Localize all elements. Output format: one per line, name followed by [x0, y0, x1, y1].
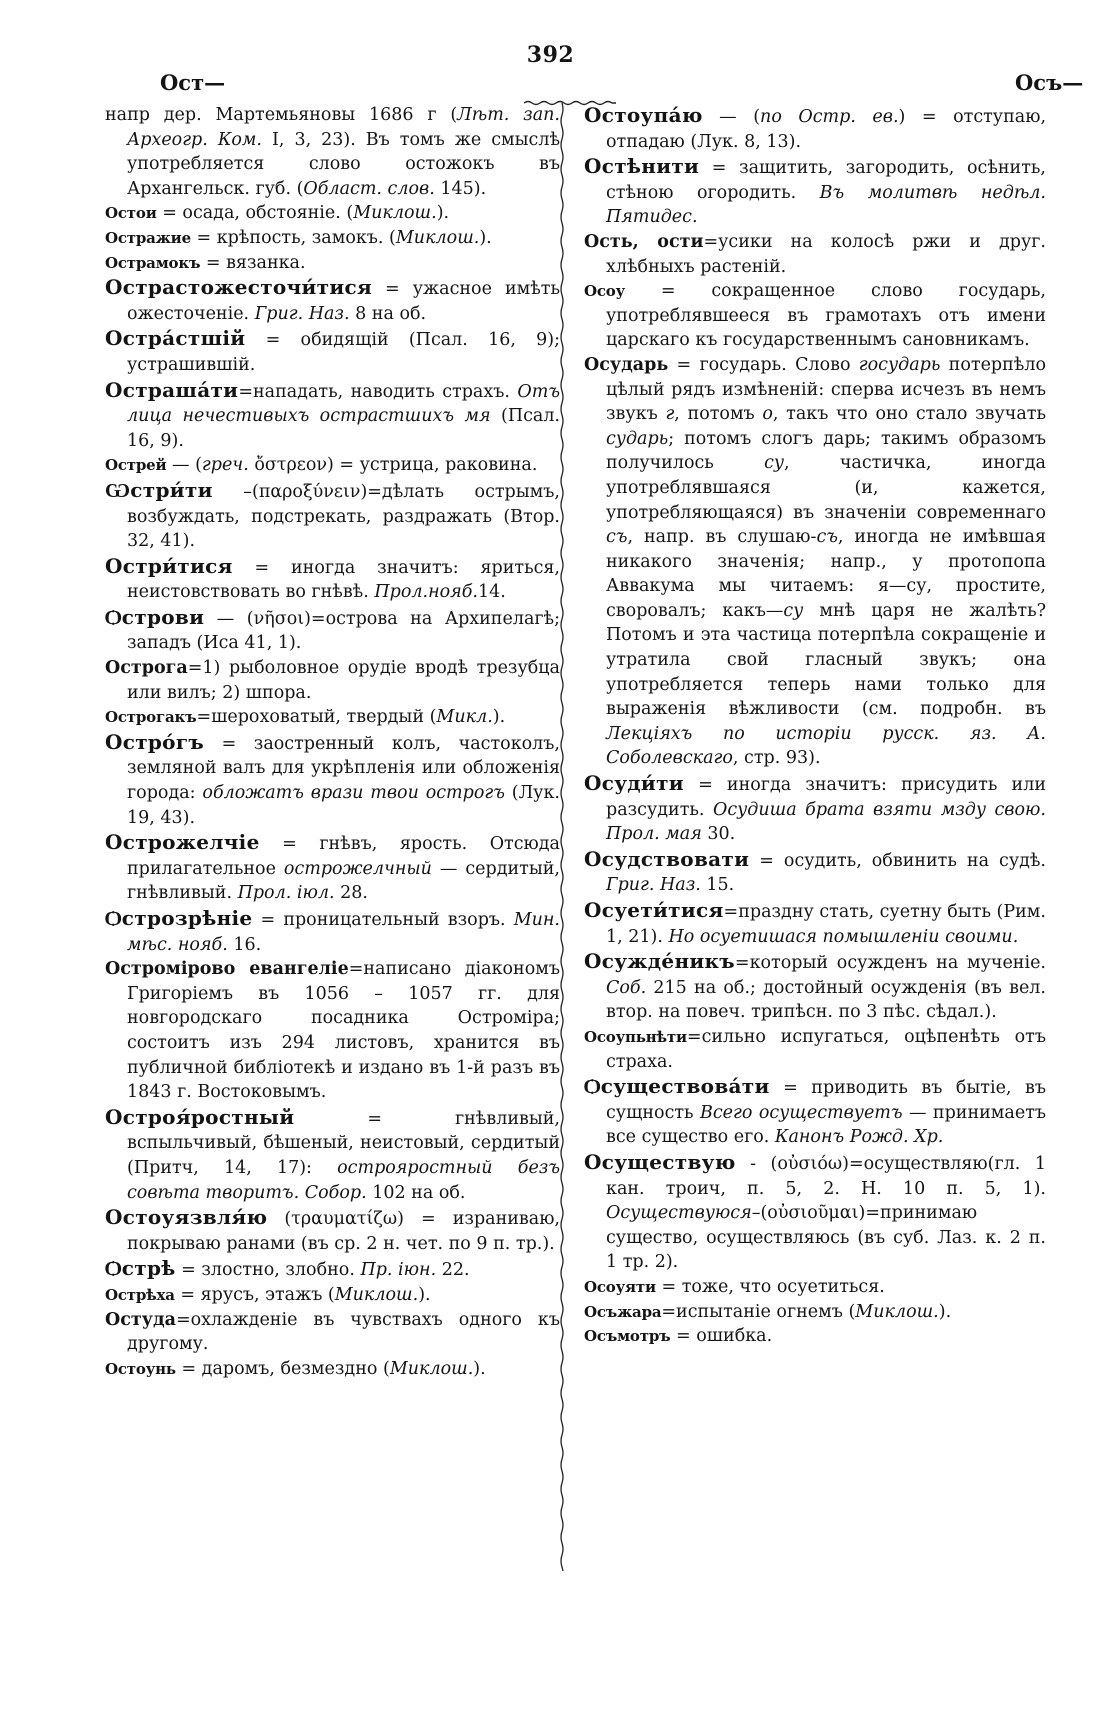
entry-citation-italic: сударь	[606, 428, 669, 449]
dictionary-entry	[105, 478, 560, 554]
entry-citation-italic: Осуществуюся	[606, 1203, 752, 1224]
running-head-right: Осъ—	[1015, 70, 1084, 95]
entry-headword: Острей	[105, 456, 167, 475]
entry-definition-text: =сильно испугаться, оцѣпенѣть отъ страха.	[606, 1026, 1046, 1072]
dictionary-entry	[584, 1324, 1046, 1349]
entry-definition-text: ).	[436, 203, 450, 224]
entry-definition-text: (Псал. 16, 9).	[127, 406, 560, 451]
entry-citation-italic: су	[783, 600, 804, 621]
entry-citation-italic: Отъ лица нечестивыхъ острастшихъ мя	[127, 381, 560, 427]
entry-citation-italic: Но осуетишася помышленіи своими.	[668, 926, 1019, 947]
dictionary-entry	[105, 1256, 560, 1283]
entry-definition-text: = ошибка.	[670, 1326, 773, 1347]
entry-definition-text: = ужасное имѣть ожесточеніе.	[127, 279, 560, 324]
entry-definition-text: = вязанка.	[200, 252, 306, 273]
entry-headword: Остражие	[105, 228, 191, 247]
entry-definition-text: (τραυματίζω) = изранивaю, покрываю ранами (въ ср. 2 н. чет. по 9 п. тр.).	[127, 1209, 560, 1254]
entry-definition-text: ; потомъ слогъ дарь; такимъ образомъ получилось	[606, 428, 1046, 474]
dictionary-entry	[105, 226, 560, 251]
entry-definition-text: 145).	[434, 178, 487, 199]
dictionary-entry	[105, 201, 560, 226]
entry-headword: Осоупьнѣти	[584, 1027, 687, 1046]
dictionary-entry	[584, 1300, 1046, 1325]
entry-definition-text: =нападать, наводить страхъ.	[238, 381, 518, 402]
dictionary-entry	[584, 103, 1046, 154]
entry-definition-text: — (	[702, 107, 761, 127]
dictionary-entry	[105, 453, 560, 478]
entry-definition-text: - (οὐσιόω)=осуществляю(гл. 1 кан. троич, п. 5, 2. Н. 10 п. 5, 1).	[606, 1153, 1046, 1199]
entry-definition-text: ) = отступаю, отпадаю (Лук. 8, 13).	[606, 107, 1047, 152]
entry-citation-italic: съ	[816, 527, 838, 548]
entry-headword: Остуда	[105, 1309, 176, 1330]
entry-citation-italic: острожелчный	[283, 858, 432, 879]
entry-headword: Остромірово евангеліе	[105, 959, 349, 980]
dictionary-entry	[105, 275, 560, 326]
entry-definition-text: (Лук. 19, 43).	[127, 783, 560, 828]
entry-definition-text: мнѣ царя не жалѣть? Потомъ и эта частица потерпѣла сокращеніе и утратила свой гласный звукъ; она употребляется теперь нами только для выраженія вѣжливости (см. подробн. въ	[606, 600, 1046, 720]
entry-citation-italic: Миклош.	[334, 1284, 419, 1305]
entry-citation-italic: о	[762, 404, 773, 425]
entry-citation-italic: Миклош.	[395, 227, 480, 248]
entry-headword: Остроя́ростный	[105, 1104, 295, 1129]
entry-headword: Осуди́ти	[584, 771, 684, 796]
entry-definition-text: ).	[418, 1284, 431, 1305]
entry-definition-text: ).	[473, 1358, 486, 1379]
entry-citation-italic: Лѣт. зап. Археогр. Ком.	[127, 105, 560, 150]
entry-definition-text: = заостренный колъ, частоколъ, земляной валъ для укрѣпленія или обложенія города:	[127, 733, 560, 804]
entry-headword: Острамокъ	[105, 253, 201, 272]
entry-definition-text: 215 на об.; достойный осужденія (въ вел. втор. на повеч. трипѣсн. по 3 пѣс. сѣдал.).	[606, 977, 1046, 1023]
dictionary-entry	[105, 554, 560, 605]
entry-citation-italic: Григ. Наз.	[254, 303, 350, 324]
entry-definition-text: = обидящій (Псал. 16, 9); устрашившій.	[127, 330, 560, 375]
entry-citation-italic: Микл.	[436, 707, 493, 728]
entry-definition-text: = сокращенное слово государь, употреблявшееся въ грамотахъ отъ имени царскаго къ государственнымъ сановникамъ.	[606, 281, 1046, 351]
dictionary-entry	[105, 326, 560, 377]
page-number: 392	[526, 42, 575, 68]
entry-headword: Осуети́тися	[584, 898, 724, 922]
left-column	[105, 103, 560, 1381]
entry-definition-text: ).	[938, 1301, 952, 1322]
entry-citation-italic: государь	[858, 354, 941, 375]
entry-definition-text: 16.	[227, 934, 262, 955]
entry-headword: Осъмотръ	[584, 1327, 671, 1346]
entry-definition-text: 22.	[436, 1260, 470, 1281]
dictionary-entry	[584, 154, 1046, 230]
entry-citation-italic: греч.	[201, 455, 249, 476]
entry-definition-text: = иногда значитъ: яриться, неистовствовать во гнѣвѣ.	[127, 557, 560, 603]
entry-definition-text: = защитить, загородить, осѣнить, стѣною огородить.	[606, 158, 1046, 203]
entry-definition-text: =который осужденъ на мученіе.	[734, 953, 1046, 974]
entry-definition-text: ).	[479, 227, 492, 248]
entry-definition-text: — (	[166, 455, 202, 476]
entry-definition-text: , иногда не имѣвшая никакого значенія; напр., у протопопа Аввакума мы читаемъ: я—су, простите, своровалъ; какъ—	[606, 527, 1046, 621]
dictionary-entry	[105, 103, 560, 201]
dictionary-entry	[584, 1025, 1046, 1074]
dictionary-entry	[105, 605, 560, 656]
entry-definition-text: ).	[492, 707, 506, 728]
entry-definition-text: =праздну стать, суетну быть (Рим. 1, 21).	[606, 902, 1046, 947]
divider-line	[561, 103, 563, 1571]
entry-headword: Острашáти	[105, 377, 239, 402]
dictionary-entry	[105, 730, 560, 830]
entry-citation-italic: съ	[606, 527, 628, 548]
entry-definition-text: –(παροξύνειν)=дѣлать острымъ, возбуждать, подстрекать, раздражать (Втор. 32, 41).	[127, 481, 560, 552]
entry-definition-text: , потомъ	[674, 404, 763, 425]
entry-citation-italic: по Остр. ев.	[760, 107, 899, 127]
dictionary-entry	[105, 378, 560, 454]
entry-citation-italic: Въ молитвѣ недѣл. Пятидес.	[606, 182, 1046, 228]
entry-definition-text: =1) рыболовное орудіе вродѣ трезубца или вилъ; 2) шпора.	[127, 658, 560, 703]
entry-definition-text: напр дер. Мартемьяновы 1686 г (	[105, 105, 458, 125]
entry-definition-text: =усики на колосѣ ржи и друг. хлѣбныхъ растеній.	[606, 231, 1046, 277]
dictionary-entry	[584, 1150, 1046, 1275]
entry-headword: Осудствовати	[584, 846, 750, 871]
entry-citation-italic: Пр. іюн.	[360, 1260, 437, 1281]
dictionary-entry	[105, 957, 560, 1105]
entry-definition-text: = государь. Слово	[668, 354, 859, 375]
dictionary-entry	[584, 847, 1046, 898]
dictionary-entry	[584, 898, 1046, 949]
entry-citation-italic: Всего осуществуетъ	[700, 1102, 903, 1123]
entry-definition-text: 14.	[477, 582, 506, 603]
entry-headword: Осужде́никъ	[584, 949, 735, 974]
entry-definition-text: =охлажденіе въ чувствахъ одного къ другому.	[127, 1309, 560, 1355]
entry-citation-italic: Миклош.	[353, 203, 437, 224]
entry-definition-text: 15.	[700, 875, 735, 896]
entry-definition-text: = осудить, обвинить на судѣ.	[749, 850, 1046, 871]
entry-definition-text: 28.	[334, 883, 368, 904]
entry-definition-text: = гнѣвливый, вспыльчивый, бѣшеный, неистовый, сердитый (Притч, 14, 17):	[127, 1108, 560, 1178]
entry-definition-text: =шероховатый, твердый (	[196, 707, 437, 728]
entry-definition-text: , напр. въ слушаю-	[627, 527, 817, 548]
dictionary-entry	[105, 830, 560, 906]
entry-definition-text: = проницательный взоръ.	[252, 910, 514, 930]
column-divider-wavy	[558, 103, 566, 1571]
entry-headword: Остра́стшій	[105, 326, 246, 351]
entry-citation-italic: Соб.	[606, 977, 647, 998]
entry-definition-text: = осада, обстояніе. (	[156, 203, 354, 224]
entry-definition-text: = тоже, что осуетиться.	[655, 1276, 885, 1297]
entry-definition-text: I, 3, 23). Въ томъ же смыслѣ употребляется слово остожокъ въ Архангельск. губ. (	[127, 129, 561, 199]
entry-definition-text: 30.	[701, 824, 736, 845]
entry-headword: Осуществую	[584, 1149, 736, 1174]
entry-citation-italic: Прол.нояб.	[374, 582, 478, 603]
entry-citation-italic: Област. слов.	[303, 178, 435, 199]
entry-headword: Остѣнити	[584, 154, 700, 179]
entry-headword: Острога	[105, 658, 188, 679]
dictionary-entry	[584, 1074, 1046, 1150]
dictionary-entry	[105, 1357, 560, 1382]
entry-headword: Остоуязвля́ю	[105, 1205, 268, 1230]
entry-headword: Острожелчіе	[105, 830, 260, 855]
entry-headword: Ѻстрѣ	[105, 1256, 176, 1281]
entry-headword: Осоуяти	[584, 1277, 656, 1296]
dictionary-entry	[105, 1308, 560, 1357]
dictionary-entry	[105, 1283, 560, 1308]
entry-headword: Остри́тися	[105, 553, 233, 578]
entry-citation-italic: Канонъ Рожд. Хр.	[774, 1127, 944, 1148]
dictionary-entry	[584, 230, 1046, 279]
entry-definition-text: = приводить въ бытіе, въ сущность	[606, 1078, 1046, 1123]
entry-definition-text: — (νῆσοι)=острова на Архипелагѣ; западъ (Иса 41, 1).	[127, 608, 560, 654]
entry-definition-text: , стр. 93).	[732, 748, 821, 769]
dictionary-entry	[105, 1205, 560, 1256]
entry-headword: Ѻстрови	[105, 604, 205, 629]
entry-definition-text: = гнѣвъ, ярость. Отсюда прилагательное	[127, 834, 560, 879]
entry-definition-text: потерпѣло цѣлый рядъ измѣненій: сперва исчезъ въ немъ звукъ	[606, 354, 1046, 425]
entry-citation-italic: су	[764, 453, 785, 474]
entry-citation-italic: Григ. Наз.	[606, 875, 701, 896]
entry-headword: Ѻстрозрѣніе	[105, 906, 253, 930]
entry-citation-italic: Мин. мѣс. нояб.	[127, 910, 560, 955]
entry-definition-text: –(οὐσιοῦμαι)=принимаю существо, осуществляюсь (въ суб. Лаз. к. 2 п. 1 тр. 2).	[606, 1203, 1046, 1273]
dictionary-entry	[584, 771, 1046, 847]
dictionary-entry	[105, 1105, 560, 1205]
dictionary-entry	[584, 353, 1046, 771]
entry-headword: Остраcтожесточи́тися	[105, 275, 373, 300]
entry-headword: Острѣха	[105, 1285, 175, 1304]
entry-citation-italic: обложатъ врази твои острогъ	[202, 783, 505, 804]
entry-citation-italic: острояростный безъ совѣта творитъ. Собор.	[127, 1157, 561, 1203]
dictionary-entry	[105, 251, 560, 276]
running-head-left: Ост—	[160, 70, 226, 95]
dictionary-entry	[584, 949, 1046, 1025]
dictionary-entry	[105, 656, 560, 705]
entry-definition-text: — принимаетъ все существо его.	[606, 1102, 1047, 1148]
entry-headword: Остоунь	[105, 1359, 176, 1378]
entry-definition-text: 8 на об.	[349, 303, 427, 324]
entry-headword: Остоупа́ю	[584, 103, 703, 127]
entry-definition-text: = крѣпость, замокъ. (	[190, 227, 396, 248]
entry-headword: Остро́гъ	[105, 729, 205, 754]
entry-headword: Остои	[105, 204, 157, 223]
dictionary-entry	[105, 906, 560, 957]
entry-citation-italic: г	[665, 404, 675, 425]
entry-definition-text: = даромъ, безмездно (	[175, 1358, 390, 1379]
entry-definition-text: =испытаніе огнемъ (	[661, 1301, 856, 1322]
entry-headword: Осударь	[584, 354, 669, 375]
entry-headword: Ѻсуществова́ти	[584, 1074, 770, 1099]
entry-definition-text: 102 на об.	[366, 1182, 466, 1203]
entry-headword: Ость, ости	[584, 231, 704, 252]
entry-headword: Осъжара	[584, 1302, 662, 1321]
entry-definition-text: = ярусъ, этажъ (	[174, 1284, 335, 1305]
entry-definition-text: — сердитый, гнѣвливый.	[127, 858, 561, 904]
entry-citation-italic: Осудиша брата взяти мзду свою. Прол. мая	[606, 799, 1046, 845]
entry-citation-italic: Прол. іюл.	[237, 883, 335, 904]
right-column	[584, 103, 1046, 1349]
entry-headword: Острогакъ	[105, 708, 197, 727]
entry-headword: Осоу	[584, 282, 626, 301]
entry-definition-text: = злостно, злобно.	[175, 1260, 361, 1281]
dictionary-entry	[105, 705, 560, 730]
dictionary-entry	[584, 1275, 1046, 1300]
entry-headword: Ѡстри́ти	[105, 477, 213, 502]
entry-citation-italic: Миклош.	[855, 1301, 939, 1322]
entry-citation-italic: Миклош.	[389, 1358, 474, 1379]
dictionary-entry	[584, 279, 1046, 353]
entry-definition-text: , такъ что оно стало звучать	[772, 404, 1046, 425]
entry-definition-text: ὄστρεον) = устрица, раковина.	[248, 455, 538, 476]
entry-definition-text: , частичка, иногда употреблявшаяся (и, кажется, употребляющаяся) въ значеніи современнаго	[606, 453, 1046, 523]
entry-citation-italic: Лекціяхъ по исторіи русск. яз. А. Соболевскаго	[606, 723, 1046, 769]
entry-definition-text: = иногда значитъ: присудить или разсудить.	[606, 775, 1046, 820]
entry-definition-text: =написано діакономъ Григоріемъ въ 1056 – 1057 гг. для новгородскаго посадника Остроміра; состоитъ изъ 294 листовъ, хранится въ публичной библіотекѣ и издано въ 1-й разъ въ 1843 г. Востоковымъ.	[127, 959, 560, 1103]
